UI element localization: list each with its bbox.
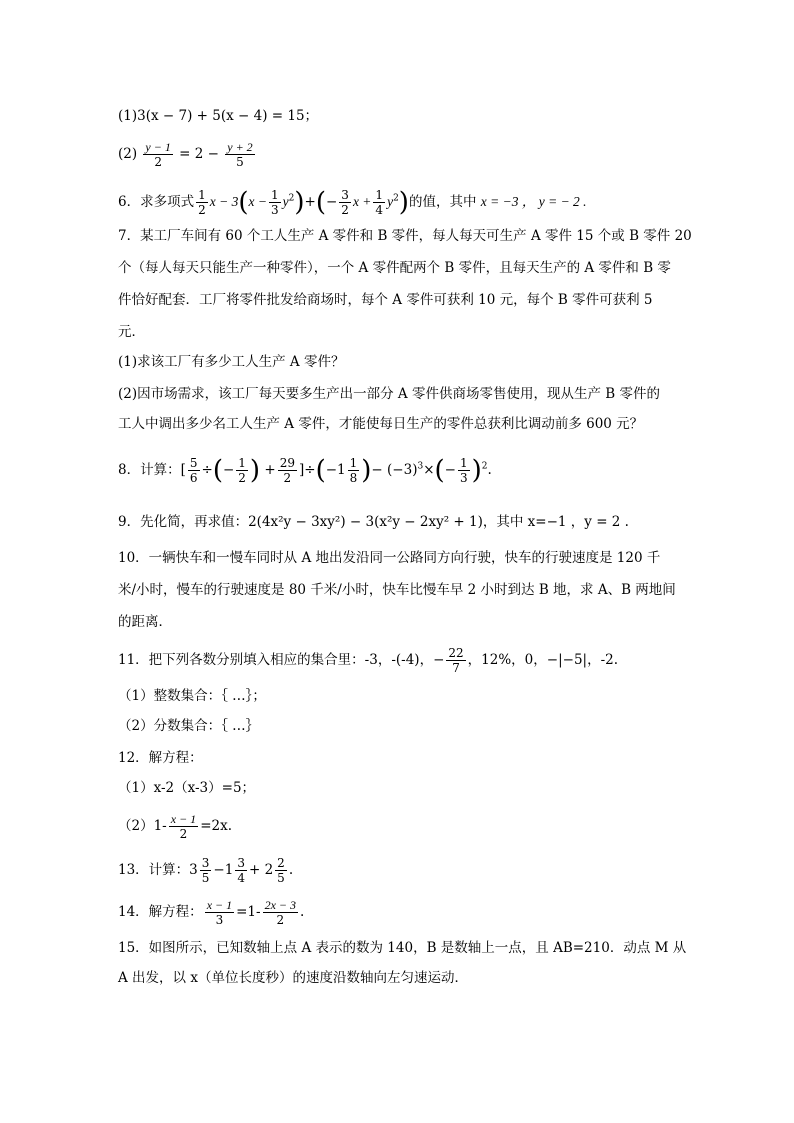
q12-part1: （1）x-2（x-3）=5； xyxy=(118,780,256,796)
q11-part1: （1）整数集合：｛ …｝； xyxy=(118,688,266,704)
q7-part2-line2: 工人中调出多少名工人生产 A 零件，才能使每日生产的零件总获利比调动前多 600 元？ xyxy=(118,416,644,432)
q12-part2: （2）1- $\frac{x - 1}{2}$ =2x. xyxy=(118,812,232,841)
q7-part2-line1: (2)因市场需求，该工厂每天要多生产出一部分 A 零件供商场零售使用，现从生产 B 零件的 xyxy=(118,386,660,402)
q7-line1: 7．某工厂车间有 60 个工人生产 A 零件和 B 零件，每人每天可生产 A 零件 15 个或 B 零件 20 xyxy=(118,228,692,244)
fraction: $\frac{y - 1}{2}$ xyxy=(145,140,171,169)
q14: 14．解方程： $\frac{x - 1}{3}$ =1- $\frac{2x - 3}{2}$ . xyxy=(118,898,305,927)
q7-line2: 个（每人每天只能生产一种零件），一个 A 零件配两个 B 零件，且每天生产的 A 零件和 B 零 xyxy=(118,260,671,276)
q9: 9．先化简，再求值：2(4x²y − 3xy²) − 3(x²y − 2xy² + 1)，其中 x=−1 ，y = 2 . xyxy=(118,514,629,530)
q10-line1: 10．一辆快车和一慢车同时从 A 地出发沿同一公路同方向行驶，快车的行驶速度是 120 千 xyxy=(118,550,661,566)
fraction: $\frac{y + 2}{5}$ xyxy=(227,140,253,169)
q10-line3: 的距离． xyxy=(118,614,172,630)
q12-title: 12．解方程： xyxy=(118,750,203,766)
q10-line2: 米/小时，慢车的行驶速度是 80 千米/小时，快车比慢车早 2 小时到达 B 地，求 A、B 两地间 xyxy=(118,582,676,598)
q8: 8．计算：[ $\frac{5}{6}$ ÷(− $\frac{1}{2}$ ) + $\frac{29}{2}$ ]÷(−1 $\frac{1}{8}$ )− $(-3)^3\times(-$ $\frac{1}{3}$ )$^2$. xyxy=(118,455,492,486)
q11-part2: （2）分数集合：｛ …｝ xyxy=(118,718,260,734)
q15-line1: 15．如图所示，已知数轴上点 A 表示的数为 140，B 是数轴上一点，且 AB=210．动点 M 从 xyxy=(118,940,687,956)
q11: 11．把下列各数分别填入相应的集合里：-3，-(-4)，− $\frac{22}{7}$ ，12%，0，−|−5|，-2. xyxy=(118,646,619,675)
q7-line4: 元． xyxy=(118,324,145,340)
q5-part2: (2) $\frac{y - 1}{2}$ = 2 − $\frac{y + 2}{5}$ xyxy=(118,140,253,169)
q5-part1: (1)3(x − 7) + 5(x − 4) = 15； xyxy=(118,108,319,124)
q13: 13．计算：3 $\frac{3}{5}$ −1 $\frac{3}{4}$ + 2 $\frac{2}{5}$ . xyxy=(118,856,294,885)
q7-line3: 件恰好配套．工厂将零件批发给商场时，每个 A 零件可获利 10 元，每个 B 零件可获利 5 xyxy=(118,292,653,308)
q15-line2: A 出发，以 x（单位长度秒）的速度沿数轴向左匀速运动． xyxy=(118,970,468,986)
q7-part1: (1)求该工厂有多少工人生产 A 零件？ xyxy=(118,354,345,370)
q6: 6．求多项式 $\frac{1}{2}$ x − 3(x − $\frac{1}{3}$ $y^2)+(-$ $\frac{3}{2}$ x + $\frac{1}{4}$ $y^2$)的值，其中 x = −3 ， y = − 2 . xyxy=(118,187,587,218)
